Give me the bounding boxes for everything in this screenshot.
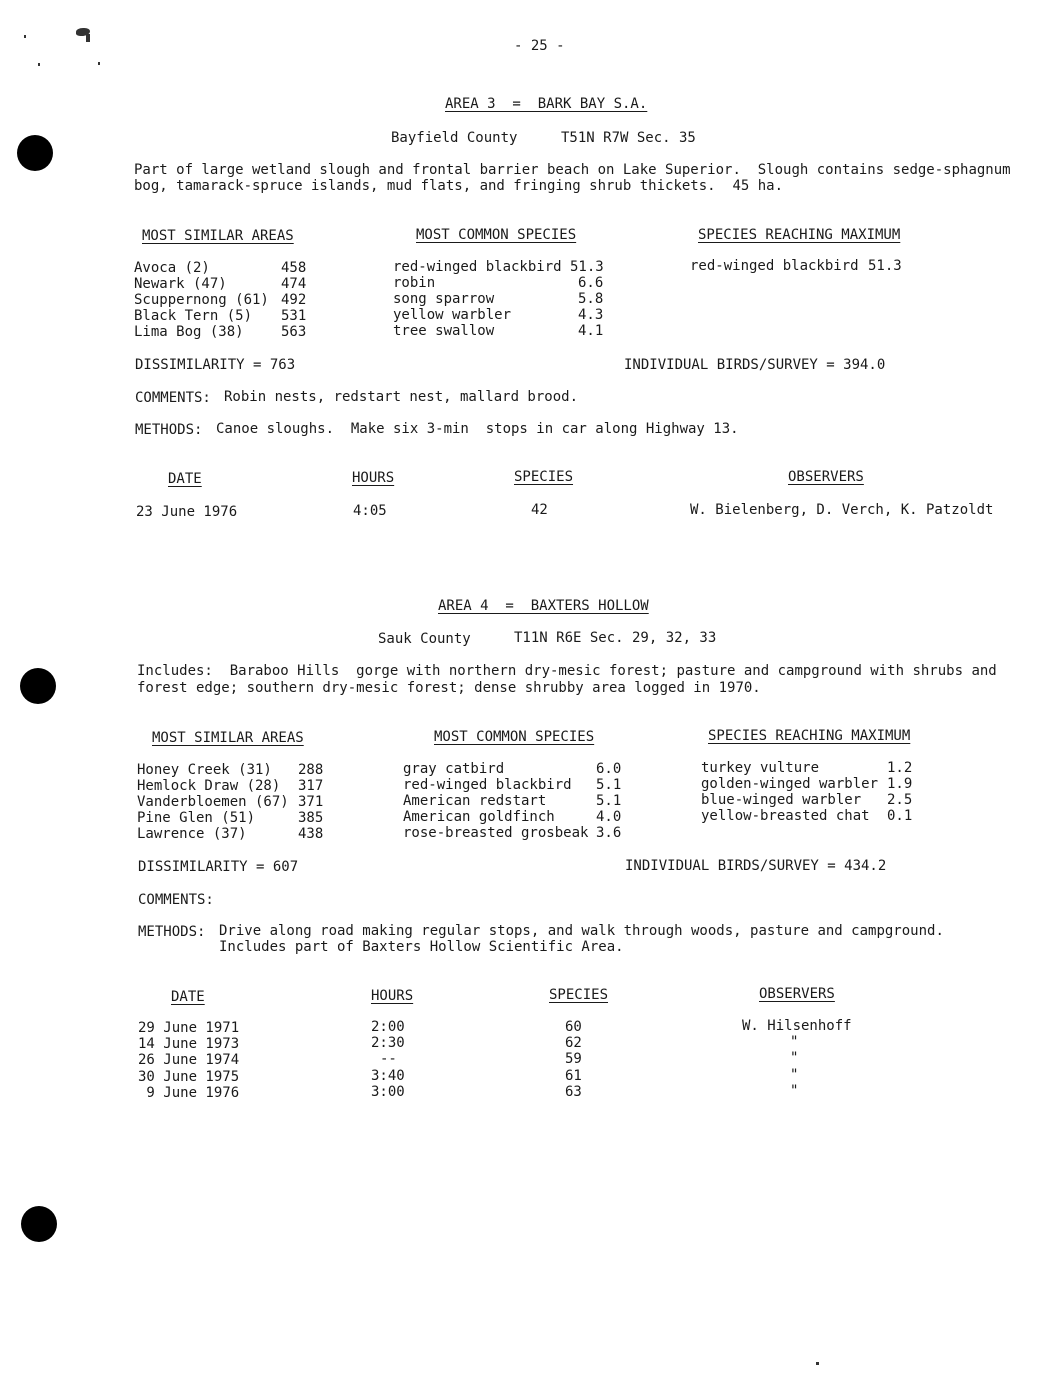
survey-hours: 2:30: [371, 1035, 405, 1051]
survey-hours: 3:00: [371, 1084, 405, 1100]
comments-label: COMMENTS:: [138, 892, 214, 908]
methods-label: METHODS:: [138, 924, 206, 940]
species-reaching-maximum-header: SPECIES REACHING MAXIMUM: [708, 728, 911, 744]
survey-header-hours: HOURS: [371, 988, 414, 1004]
max-species-value: 0.1: [887, 808, 913, 824]
common-species-name: American goldfinch: [403, 809, 555, 825]
survey-header-hours: HOURS: [352, 470, 395, 486]
similar-area-name: Vanderbloemen (67): [137, 794, 289, 810]
similar-area-name: Lima Bog (38): [134, 324, 244, 340]
similar-area-name: Black Tern (5): [134, 308, 253, 324]
scan-speck: [98, 62, 100, 65]
common-species-value: 4.3: [578, 307, 604, 323]
survey-observers: W. Bielenberg, D. Verch, K. Patzoldt: [690, 502, 994, 518]
survey-date: 26 June 1974: [138, 1052, 240, 1068]
survey-species: 42: [531, 502, 548, 518]
dissimilarity: DISSIMILARITY = 763: [135, 357, 296, 373]
scan-speck: [816, 1362, 819, 1365]
similar-area-value: 385: [298, 810, 324, 826]
max-species-value: 1.9: [887, 776, 913, 792]
common-species-name: American redstart: [403, 793, 547, 809]
survey-observers: ": [790, 1083, 799, 1099]
common-species-value: 6.0: [596, 761, 622, 777]
survey-header-observers: OBSERVERS: [788, 469, 864, 485]
similar-area-value: 317: [298, 778, 324, 794]
dissimilarity: DISSIMILARITY = 607: [138, 859, 299, 875]
max-species-value: 2.5: [887, 792, 913, 808]
area-description-line: Part of large wetland slough and frontal barrier beach on Lake Superior. Slough contains sedge-sphagnum: [134, 162, 1011, 178]
survey-header-observers: OBSERVERS: [759, 986, 835, 1002]
common-species-name: gray catbird: [403, 761, 505, 777]
area-county: Sauk County: [378, 631, 471, 647]
survey-observers: W. Hilsenhoff: [742, 1018, 852, 1034]
individual-birds-per-survey: INDIVIDUAL BIRDS/SURVEY = 394.0: [624, 357, 886, 373]
max-species-value: 51.3: [868, 258, 902, 274]
common-species-name: tree swallow: [393, 323, 495, 339]
survey-observers: ": [790, 1067, 799, 1083]
similar-area-value: 371: [298, 794, 324, 810]
survey-species: 60: [565, 1019, 582, 1035]
common-species-name: rose-breasted grosbeak: [403, 825, 589, 841]
max-species-name: golden-winged warbler: [701, 776, 879, 792]
similar-area-value: 492: [281, 292, 307, 308]
similar-area-value: 563: [281, 324, 307, 340]
most-similar-areas-header: MOST SIMILAR AREAS: [152, 730, 304, 746]
area-county: Bayfield County: [391, 130, 518, 146]
similar-area-name: Honey Creek (31): [137, 762, 272, 778]
area-title: AREA 4 = BAXTERS HOLLOW: [438, 598, 649, 614]
most-common-species-header: MOST COMMON SPECIES: [416, 227, 577, 243]
binder-hole-top: [17, 135, 53, 171]
area-location: T51N R7W Sec. 35: [561, 130, 696, 146]
area-description-line: bog, tamarack-spruce islands, mud flats, and fringing shrub thickets. 45 ha.: [134, 178, 784, 194]
area-description-line: forest edge; southern dry-mesic forest; dense shrubby area logged in 1970.: [137, 680, 761, 696]
common-species-value: 5.1: [596, 777, 622, 793]
survey-header-species: SPECIES: [514, 469, 574, 485]
common-species-name: red-winged blackbird: [403, 777, 572, 793]
similar-area-name: Newark (47): [134, 276, 227, 292]
survey-header-date: DATE: [168, 471, 202, 487]
survey-observers: ": [790, 1050, 799, 1066]
max-species-value: 1.2: [887, 760, 913, 776]
similar-area-value: 438: [298, 826, 324, 842]
common-species-name: yellow warbler: [393, 307, 512, 323]
similar-area-value: 288: [298, 762, 324, 778]
similar-area-name: Avoca (2): [134, 260, 210, 276]
scan-speck: [24, 35, 26, 38]
similar-area-name: Pine Glen (51): [137, 810, 256, 826]
survey-species: 62: [565, 1035, 582, 1051]
methods-text: Canoe sloughs. Make six 3-min stops in car along Highway 13.: [216, 421, 739, 437]
area-description-line: Includes: Baraboo Hills gorge with northern dry-mesic forest; pasture and campground with shrubs and: [137, 663, 997, 679]
survey-species: 61: [565, 1068, 582, 1084]
area-location: T11N R6E Sec. 29, 32, 33: [514, 630, 717, 646]
common-species-name: song sparrow: [393, 291, 495, 307]
species-reaching-maximum-header: SPECIES REACHING MAXIMUM: [698, 227, 901, 243]
individual-birds-per-survey: INDIVIDUAL BIRDS/SURVEY = 434.2: [625, 858, 887, 874]
binder-hole-bottom: [21, 1206, 57, 1242]
survey-species: 63: [565, 1084, 582, 1100]
common-species-value: 51.3: [570, 259, 604, 275]
survey-date: 9 June 1976: [138, 1085, 240, 1101]
comments-label: COMMENTS:: [135, 390, 211, 406]
similar-area-name: Lawrence (37): [137, 826, 247, 842]
methods-text: Drive along road making regular stops, and walk through woods, pasture and campground.: [219, 923, 944, 939]
survey-hours: 4:05: [353, 503, 387, 519]
common-species-value: 4.1: [578, 323, 604, 339]
page-number: - 25 -: [514, 38, 565, 54]
common-species-value: 4.0: [596, 809, 622, 825]
similar-area-name: Hemlock Draw (28): [137, 778, 281, 794]
similar-area-value: 458: [281, 260, 307, 276]
binder-hole-middle: [20, 668, 56, 704]
most-common-species-header: MOST COMMON SPECIES: [434, 729, 595, 745]
common-species-value: 6.6: [578, 275, 604, 291]
methods-label: METHODS:: [135, 422, 203, 438]
survey-observers: ": [790, 1034, 799, 1050]
survey-hours: 3:40: [371, 1068, 405, 1084]
most-similar-areas-header: MOST SIMILAR AREAS: [142, 228, 294, 244]
common-species-name: red-winged blackbird: [393, 259, 562, 275]
scan-speck: [38, 63, 40, 66]
common-species-value: 5.1: [596, 793, 622, 809]
common-species-name: robin: [393, 275, 436, 291]
survey-date: 23 June 1976: [136, 504, 238, 520]
survey-date: 29 June 1971: [138, 1020, 240, 1036]
similar-area-name: Scuppernong (61): [134, 292, 269, 308]
max-species-name: blue-winged warbler: [701, 792, 862, 808]
survey-header-date: DATE: [171, 989, 205, 1005]
max-species-name: red-winged blackbird: [690, 258, 859, 274]
survey-date: 30 June 1975: [138, 1069, 240, 1085]
comments-text: Robin nests, redstart nest, mallard brood.: [224, 389, 579, 405]
common-species-value: 3.6: [596, 825, 622, 841]
survey-date: 14 June 1973: [138, 1036, 240, 1052]
survey-hours: 2:00: [371, 1019, 405, 1035]
area-title: AREA 3 = BARK BAY S.A.: [445, 96, 648, 112]
survey-hours: --: [380, 1051, 397, 1067]
survey-header-species: SPECIES: [549, 987, 609, 1003]
similar-area-value: 474: [281, 276, 307, 292]
similar-area-value: 531: [281, 308, 307, 324]
survey-species: 59: [565, 1051, 582, 1067]
common-species-value: 5.8: [578, 291, 604, 307]
max-species-name: turkey vulture: [701, 760, 820, 776]
methods-text: Includes part of Baxters Hollow Scientific Area.: [219, 939, 624, 955]
scan-speck: [86, 34, 90, 42]
max-species-name: yellow-breasted chat: [701, 808, 870, 824]
